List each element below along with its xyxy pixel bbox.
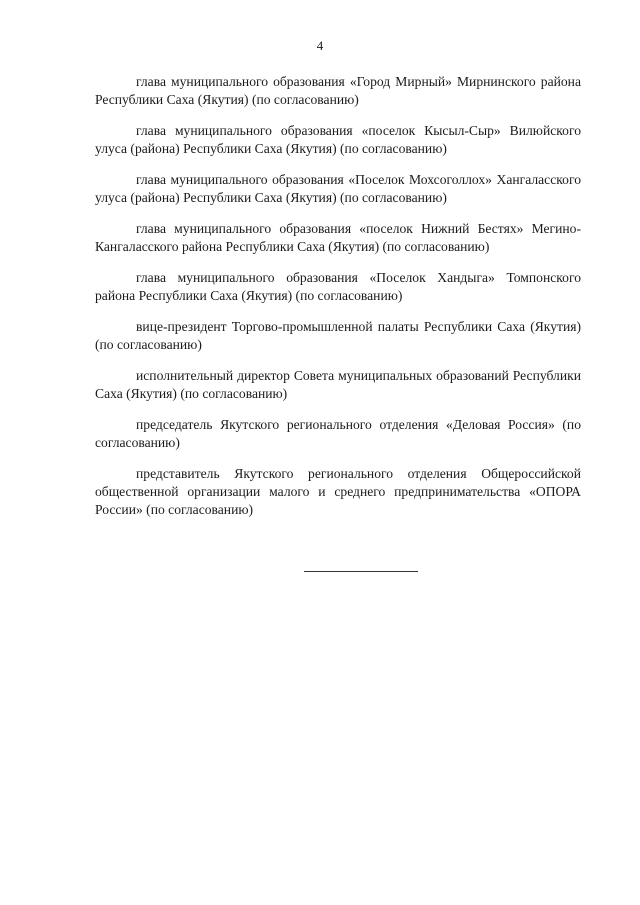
member-entry-5: глава муниципального образования «Поселок Хандыга» Томпонского района Республики Саха (Якутия) (по согласованию) <box>95 270 581 303</box>
member-entry-6: вице-президент Торгово-промышленной палаты Республики Саха (Якутия) (по согласованию) <box>95 319 581 352</box>
member-entry-8: председатель Якутского регионального отделения «Деловая Россия» (по согласованию) <box>95 417 581 450</box>
member-entry-9: представитель Якутского регионального отделения Общероссийской общественной организации малого и среднего предпринимательства «ОПОРА России» (по согласованию) <box>95 466 581 517</box>
member-entry-1: глава муниципального образования «Город Мирный» Мирнинского района Республики Саха (Якутия) (по согласованию) <box>95 74 581 107</box>
member-entry-3: глава муниципального образования «Поселок Мохсоголлох» Хангаласского улуса (района) Республики Саха (Якутия) (по согласованию) <box>95 172 581 205</box>
member-entry-7: исполнительный директор Совета муниципальных образований Республики Саха (Якутия) (по согласованию) <box>95 368 581 401</box>
end-separator-line <box>304 571 418 572</box>
member-entry-4: глава муниципального образования «поселок Нижний Бестях» Мегино-Кангаласского района Республики Саха (Якутия) (по согласованию) <box>95 221 581 254</box>
member-entry-2: глава муниципального образования «поселок Кысыл-Сыр» Вилюйского улуса (района) Республики Саха (Якутия) (по согласованию) <box>95 123 581 156</box>
member-list <box>95 73 581 532</box>
page-number: 4 <box>316 38 324 53</box>
